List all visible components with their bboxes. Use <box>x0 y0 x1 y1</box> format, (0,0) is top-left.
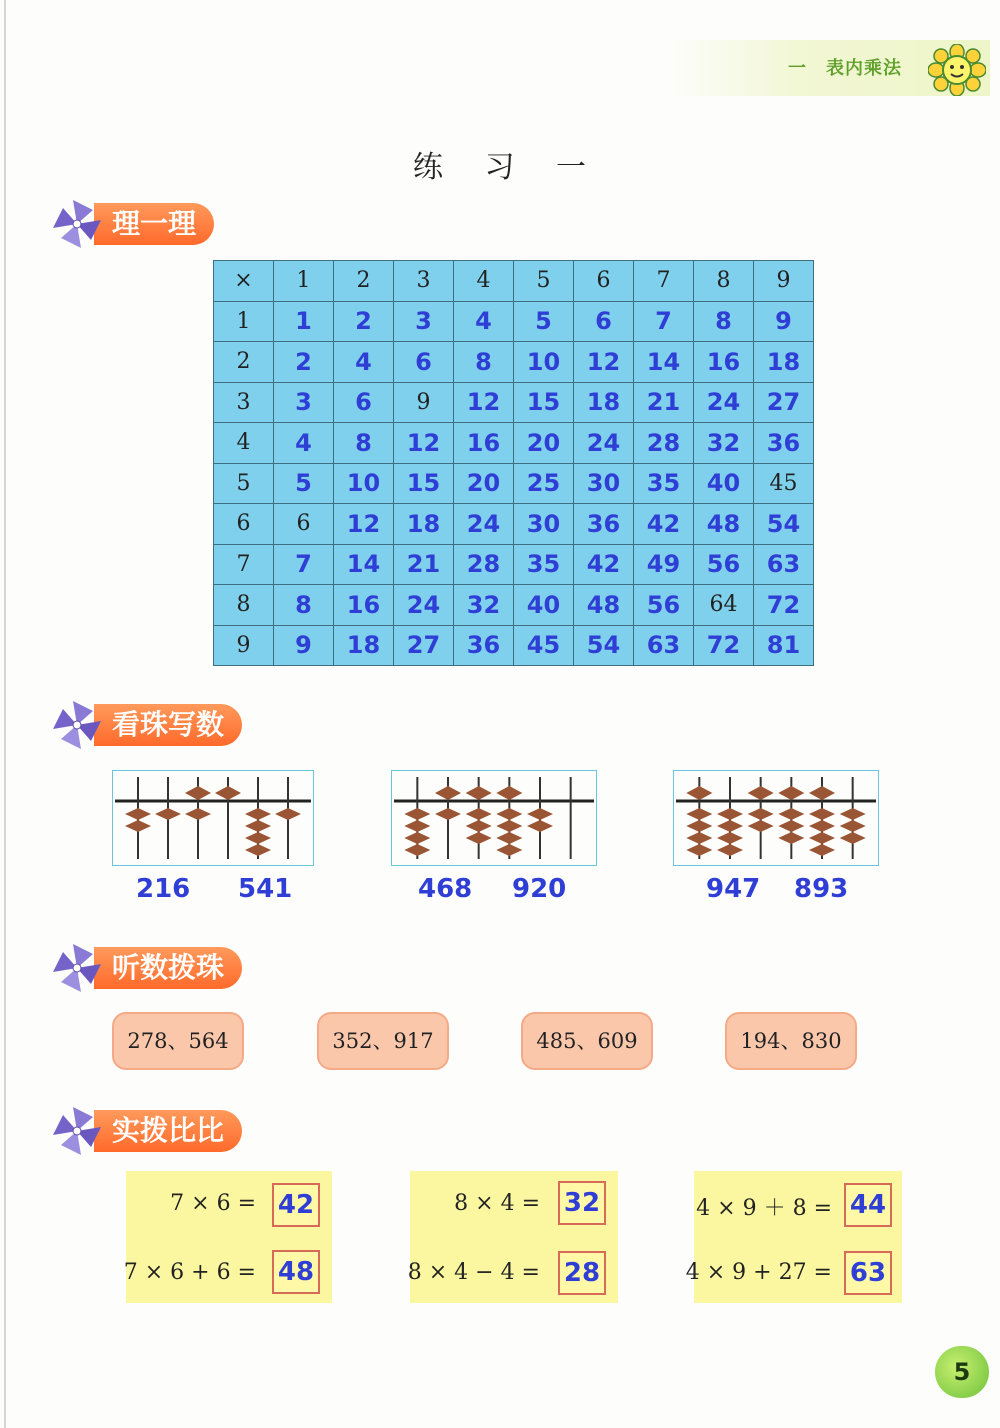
product-cell: 14 <box>634 342 694 383</box>
page-number: 5 <box>935 1346 989 1398</box>
product-cell: 25 <box>514 463 574 504</box>
abacus-bead <box>466 808 492 820</box>
column-header: 4 <box>454 261 514 302</box>
flower-icon <box>928 44 986 96</box>
abacus-bead <box>686 844 712 856</box>
product-cell: 56 <box>634 585 694 626</box>
abacus-answer: 920 <box>512 874 567 904</box>
column-header: 2 <box>334 261 394 302</box>
abacus-bead <box>778 808 804 820</box>
column-header: 8 <box>694 261 754 302</box>
abacus-bead <box>125 820 151 832</box>
abacus-bead <box>686 808 712 820</box>
product-cell: 32 <box>454 585 514 626</box>
product-cell: 21 <box>394 544 454 585</box>
product-cell: 24 <box>694 382 754 423</box>
product-cell: 15 <box>394 463 454 504</box>
abacus-bead <box>840 832 866 844</box>
answer-box: 48 <box>272 1250 320 1294</box>
product-cell: 4 <box>334 342 394 383</box>
row-header: 8 <box>214 585 274 626</box>
section-label: 听数拨珠 <box>94 947 242 989</box>
section-header-organize <box>44 196 274 252</box>
abacus-bead <box>125 808 151 820</box>
equation: 8 × 4 − 4 = <box>407 1260 540 1285</box>
section-label: 实拨比比 <box>94 1110 242 1152</box>
abacus-answer: 216 <box>136 874 191 904</box>
product-cell: 72 <box>754 585 814 626</box>
row-header: 1 <box>214 301 274 342</box>
product-cell: 8 <box>454 342 514 383</box>
abacus-bead <box>809 832 835 844</box>
product-cell: 54 <box>754 504 814 545</box>
row-header: 6 <box>214 504 274 545</box>
product-cell: 30 <box>514 504 574 545</box>
pinwheel-icon <box>44 940 110 996</box>
product-cell: 32 <box>694 423 754 464</box>
product-cell: 10 <box>334 463 394 504</box>
section-label: 看珠写数 <box>94 704 242 746</box>
abacus-bead <box>245 832 271 844</box>
product-cell: 8 <box>274 585 334 626</box>
product-cell: 12 <box>394 423 454 464</box>
abacus-bead <box>748 786 774 800</box>
row-header: 9 <box>214 625 274 666</box>
section-header-listen-beads <box>44 940 274 996</box>
product-cell: 18 <box>574 382 634 423</box>
product-cell: 4 <box>454 301 514 342</box>
product-cell: 8 <box>694 301 754 342</box>
abacus-bead <box>215 786 241 800</box>
product-cell: 6 <box>394 342 454 383</box>
abacus-bead <box>185 786 211 800</box>
product-cell: 7 <box>634 301 694 342</box>
product-cell: 27 <box>754 382 814 423</box>
product-cell: 27 <box>394 625 454 666</box>
product-cell: 3 <box>394 301 454 342</box>
product-cell: 5 <box>274 463 334 504</box>
abacus-bead <box>496 808 522 820</box>
abacus-bead <box>717 832 743 844</box>
product-cell: 45 <box>514 625 574 666</box>
product-cell: 20 <box>514 423 574 464</box>
abacus-bead <box>466 820 492 832</box>
product-cell: 54 <box>574 625 634 666</box>
product-cell: 28 <box>634 423 694 464</box>
product-cell: 14 <box>334 544 394 585</box>
abacus-bead <box>778 820 804 832</box>
abacus-bead <box>245 820 271 832</box>
product-cell: 36 <box>574 504 634 545</box>
abacus-bead <box>435 808 461 820</box>
abacus-bead <box>496 832 522 844</box>
abacus-bead <box>748 820 774 832</box>
product-cell: 16 <box>334 585 394 626</box>
equation: 4 × 9 ＋ 8 = <box>696 1196 832 1221</box>
product-cell: 16 <box>694 342 754 383</box>
abacus-bead <box>404 844 430 856</box>
product-cell: 48 <box>574 585 634 626</box>
column-header: 7 <box>634 261 694 302</box>
section-header-compare <box>44 1103 274 1159</box>
product-cell: 64 <box>694 585 754 626</box>
answer-box: 44 <box>844 1183 892 1227</box>
product-cell: 40 <box>514 585 574 626</box>
product-cell: 12 <box>334 504 394 545</box>
answer-box: 28 <box>558 1251 606 1295</box>
abacus-answer: 468 <box>418 874 473 904</box>
column-header: 5 <box>514 261 574 302</box>
column-header: 1 <box>274 261 334 302</box>
abacus-bead <box>717 844 743 856</box>
abacus-bead <box>717 820 743 832</box>
product-cell: 36 <box>754 423 814 464</box>
abacus-bead <box>686 832 712 844</box>
abacus-bead <box>275 808 301 820</box>
abacus-bead <box>466 786 492 800</box>
abacus-bead <box>686 786 712 800</box>
pinwheel-icon <box>44 196 110 252</box>
abacus-bead <box>686 820 712 832</box>
product-cell: 1 <box>274 301 334 342</box>
abacus-bead <box>748 808 774 820</box>
column-header: 6 <box>574 261 634 302</box>
abacus-bead <box>404 808 430 820</box>
product-cell: 6 <box>574 301 634 342</box>
abacus-bead <box>245 844 271 856</box>
product-cell: 28 <box>454 544 514 585</box>
equation: 7 × 6 + 6 = <box>123 1260 256 1285</box>
abacus-bead <box>155 808 181 820</box>
abacus-bead <box>496 820 522 832</box>
answer-box: 63 <box>844 1251 892 1295</box>
abacus-bead <box>496 844 522 856</box>
abacus-bead <box>527 808 553 820</box>
compare-box-2 <box>407 1171 618 1303</box>
product-cell: 24 <box>394 585 454 626</box>
product-cell: 40 <box>694 463 754 504</box>
product-cell: 2 <box>334 301 394 342</box>
product-cell: 45 <box>754 463 814 504</box>
product-cell: 36 <box>454 625 514 666</box>
abacus-bead <box>245 808 271 820</box>
number-pill: 352、917 <box>317 1012 449 1070</box>
pinwheel-icon <box>44 1103 110 1159</box>
multiplication-table <box>213 260 814 666</box>
product-cell: 10 <box>514 342 574 383</box>
product-cell: 63 <box>634 625 694 666</box>
row-header: 7 <box>214 544 274 585</box>
product-cell: 6 <box>274 504 334 545</box>
product-cell: 42 <box>574 544 634 585</box>
abacus-bead <box>404 820 430 832</box>
product-cell: 7 <box>274 544 334 585</box>
abacus-bead <box>840 808 866 820</box>
abacus-bead <box>404 832 430 844</box>
product-cell: 18 <box>334 625 394 666</box>
product-cell: 5 <box>514 301 574 342</box>
row-header: 5 <box>214 463 274 504</box>
abacus-bead <box>809 786 835 800</box>
answer-box: 42 <box>272 1183 320 1227</box>
product-cell: 12 <box>454 382 514 423</box>
product-cell: 16 <box>454 423 514 464</box>
page-edge <box>4 0 6 1428</box>
abacus-bead <box>809 808 835 820</box>
row-header: 4 <box>214 423 274 464</box>
times-symbol: × <box>214 261 274 302</box>
answer-box: 32 <box>558 1181 606 1225</box>
product-cell: 9 <box>754 301 814 342</box>
compare-box-1 <box>123 1171 332 1303</box>
product-cell: 63 <box>754 544 814 585</box>
abacus-bead <box>527 820 553 832</box>
abacus-3 <box>673 770 879 866</box>
abacus-bead <box>435 786 461 800</box>
product-cell: 49 <box>634 544 694 585</box>
number-pill: 485、609 <box>521 1012 653 1070</box>
column-header: 9 <box>754 261 814 302</box>
abacus-1 <box>112 770 314 866</box>
equation: 8 × 4 = <box>454 1191 540 1216</box>
abacus-bead <box>809 844 835 856</box>
abacus-bead <box>840 820 866 832</box>
abacus-bead <box>185 808 211 820</box>
product-cell: 20 <box>454 463 514 504</box>
pinwheel-icon <box>44 697 110 753</box>
abacus-bead <box>466 832 492 844</box>
product-cell: 35 <box>514 544 574 585</box>
product-cell: 21 <box>634 382 694 423</box>
abacus-bead <box>778 832 804 844</box>
product-cell: 9 <box>274 625 334 666</box>
product-cell: 35 <box>634 463 694 504</box>
number-pill: 278、564 <box>112 1012 244 1070</box>
page-title: 练 习 一 <box>412 150 603 185</box>
row-header: 3 <box>214 382 274 423</box>
product-cell: 6 <box>334 382 394 423</box>
equation: 7 × 6 = <box>170 1191 256 1216</box>
chapter-title: 一 表内乘法 <box>788 58 902 79</box>
product-cell: 24 <box>454 504 514 545</box>
product-cell: 2 <box>274 342 334 383</box>
product-cell: 15 <box>514 382 574 423</box>
product-cell: 12 <box>574 342 634 383</box>
column-header: 3 <box>394 261 454 302</box>
product-cell: 9 <box>394 382 454 423</box>
product-cell: 18 <box>394 504 454 545</box>
product-cell: 24 <box>574 423 634 464</box>
abacus-bead <box>496 786 522 800</box>
product-cell: 72 <box>694 625 754 666</box>
product-cell: 4 <box>274 423 334 464</box>
number-pill: 194、830 <box>725 1012 857 1070</box>
product-cell: 3 <box>274 382 334 423</box>
abacus-2 <box>391 770 597 866</box>
abacus-answer: 541 <box>238 874 293 904</box>
product-cell: 30 <box>574 463 634 504</box>
product-cell: 81 <box>754 625 814 666</box>
compare-box-3 <box>685 1171 902 1303</box>
abacus-answer: 947 <box>706 874 761 904</box>
product-cell: 48 <box>694 504 754 545</box>
abacus-bead <box>717 808 743 820</box>
abacus-answer: 893 <box>794 874 849 904</box>
equation: 4 × 9 + 27 = <box>685 1260 832 1285</box>
section-label: 理一理 <box>94 203 214 245</box>
product-cell: 18 <box>754 342 814 383</box>
abacus-bead <box>778 786 804 800</box>
row-header: 2 <box>214 342 274 383</box>
product-cell: 8 <box>334 423 394 464</box>
product-cell: 56 <box>694 544 754 585</box>
abacus-bead <box>809 820 835 832</box>
product-cell: 42 <box>634 504 694 545</box>
section-header-read-beads <box>44 697 274 753</box>
